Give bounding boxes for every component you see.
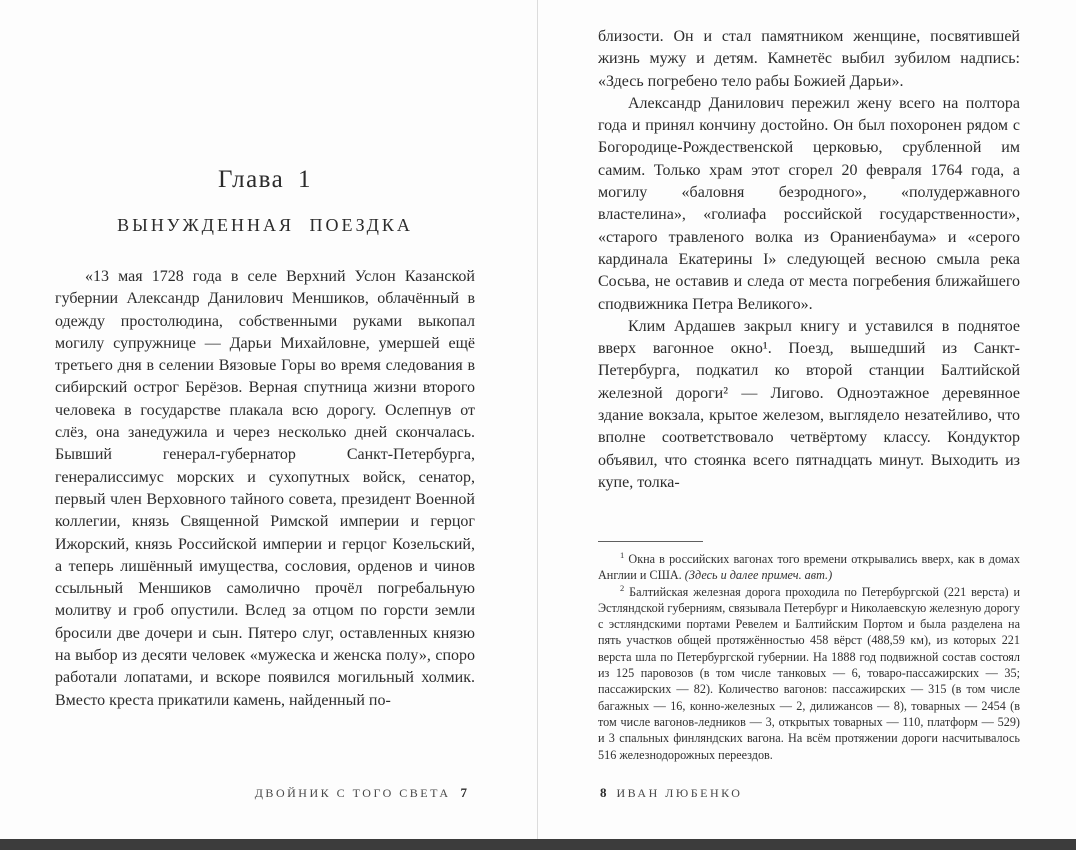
page-number: 7 [460, 785, 467, 800]
footnote-marker: 1 [620, 549, 625, 560]
footnote-marker: 2 [620, 582, 625, 593]
page-gutter-divider [537, 0, 538, 839]
footnote-text: Балтийская железная дорога проходила по Петербургской (221 верста) и Эстляндской губерниям, связывала Петербург и Николаевскую железную дорогу с эстляндскими портами Ревелем и Балтийским Портом и была разделена на пять участков общей протяжённостью 458 вёрст (488,59 км), из которых 221 верста шла по Петербургской губернии. На 1888 год подвижной состав состоял из 125 паровозов (в том числе танковых — 6, товаро-пассажирских — 35; пассажирских — 82). Количество вагонов: пассажирских — 315 (в том числе багажных — 16, конно-железных — 2, дилижансов — 8), товарных — 2454 (в том числе вагонов-ледников — 3, открытых товарных — 110, платформ — 529) и 3 спальных финляндских вагона. На всём протяжении дороги насчитывалось 516 железнодорожных переездов. [598, 584, 1020, 762]
footnotes-section [598, 541, 1020, 783]
running-title: ИВАН ЛЮБЕНКО [616, 786, 743, 800]
body-paragraph: близости. Он и стал памятником женщине, посвятившей жизнь мужу и детям. Камнетёс выбил зубилом надпись: «Здесь погребено тело рабы Божией Дарьи». [598, 28, 1020, 90]
page-number: 8 [600, 785, 607, 800]
footnote-separator-rule [598, 541, 703, 542]
footnote-1 [598, 551, 1020, 584]
footnote-2 [598, 584, 1020, 763]
running-footer-right [598, 785, 1020, 801]
footnote-author-note: (Здесь и далее примеч. авт.) [684, 568, 833, 583]
body-paragraph: Александр Данилович пережил жену всего на полтора года и принял кончину достойно. Он был похоронен рядом с Богородице-Рождественской церковью, срубленной им самим. Только храм этот сгорел 20 февраля 1764 года, а могилу «баловня безродного», «полудержавного властелина», «голиафа российской государственности», «старого травленого волка из Ораниенбаума» и «серого кардинала Екатерины I» следующей весною смыла река Сосьва, не оставив и следа от места погребения ближайшего сподвижника Петра Великого». [598, 94, 1020, 313]
chapter-title: ВЫНУЖДЕННАЯ ПОЕЗДКА [117, 215, 413, 235]
page-left [55, 0, 475, 840]
body-paragraph: «13 мая 1728 года в селе Верхний Услон Казанской губернии Александр Данилович Меншиков, облачённый в одежду простолюдина, собственными руками выкопал могилу супружнице — Дарьи Михайловне, умершей ещё третьего дня в селении Вязовые Горы во время следования в сибирский острог Берёзов. Верная спутница жизни второго человека в государстве плакала всю дорогу. Ослепнув от слёз, она занедужила и через несколько дней скончалась. Бывший генерал-губернатор Санкт-Петербурга, генералиссимус морских и сухопутных войск, сенатор, первый член Верховного тайного совета, президент Военной коллегии, князь Священной Римской империи и герцог Ижорский, князь Российской империи и герцог Козельский, а теперь лишённый имущества, сословия, орденов и чинов ссыльный Меншиков самолично прочёл погребальную молитву и гроб опустили. Вслед за отцом по горсти земли бросили две дочери и сын. Пятеро слуг, оставленных князю на выбор из десяти человек «мужеска и женска полу», споро работали лопатами, и вскоре появился могильный холмик. Вместо креста прикатили камень, найденный по- [55, 268, 475, 709]
running-title: ДВОЙНИК С ТОГО СВЕТА [254, 786, 451, 800]
right-page-body [598, 26, 1020, 540]
page-right [598, 0, 1020, 840]
left-page-body [55, 266, 475, 792]
running-footer-left [55, 785, 475, 801]
footnote-text: Окна в российских вагонах того времени открывались вверх, как в домах Англии и США. [598, 552, 1020, 583]
body-paragraph: Клим Ардашев закрыл книгу и уставился в поднятое вверх вагонное окно¹. Поезд, вышедший из Санкт-Петербурга, подкатил ко второй станции Балтийской железной дороги² — Лигово. Одноэтажное деревянное здание вокзала, крытое железом, выглядело незатейливо, что вполне соответствовало четвёртому классу. Кондуктор объявил, что стоянка всего пятнадцать минут. Выходить из купе, толка- [598, 317, 1020, 491]
chapter-number: Глава 1 [218, 166, 312, 193]
bottom-edge-bar [0, 839, 1076, 850]
